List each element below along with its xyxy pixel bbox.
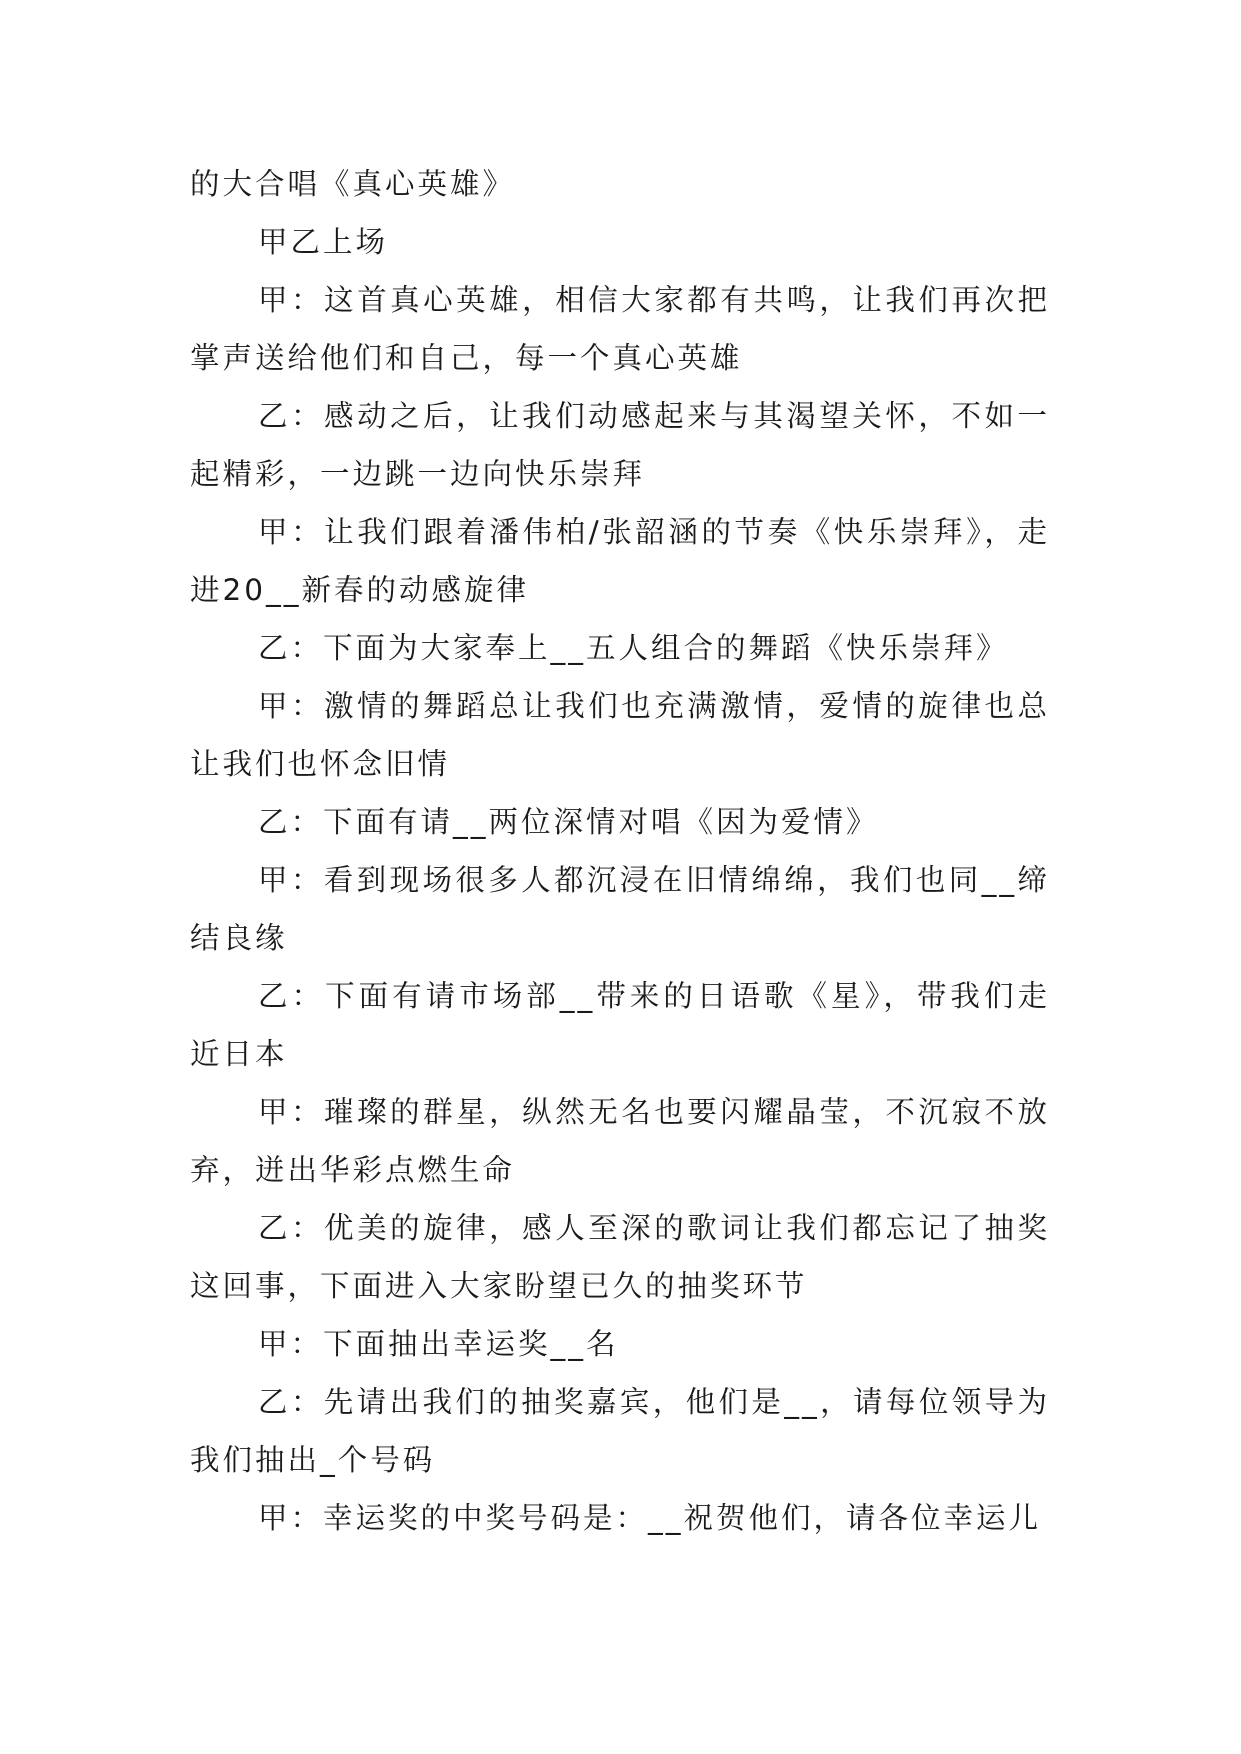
paragraph: 甲：让我们跟着潘伟柏/张韶涵的节奏《快乐崇拜》，走进20__新春的动感旋律 (190, 515, 1050, 607)
paragraph: 乙：感动之后，让我们动感起来与其渴望关怀，不如一起精彩，一边跳一边向快乐崇拜 (190, 399, 1050, 491)
paragraph: 乙：优美的旋律，感人至深的歌词让我们都忘记了抽奖这回事，下面进入大家盼望已久的抽奖环节 (190, 1211, 1050, 1303)
paragraph: 乙：下面为大家奉上__五人组合的舞蹈《快乐崇拜》 (258, 631, 1009, 665)
paragraph: 的大合唱《真心英雄》 (190, 167, 516, 201)
paragraph: 甲：幸运奖的中奖号码是：__祝贺他们，请各位幸运儿 (258, 1501, 1042, 1535)
paragraph: 甲：看到现场很多人都沉浸在旧情绵绵，我们也同__缔结良缘 (190, 863, 1050, 955)
paragraph: 甲：激情的舞蹈总让我们也充满激情，爱情的旋律也总让我们也怀念旧情 (190, 689, 1050, 781)
paragraph: 甲：璀璨的群星，纵然无名也要闪耀晶莹，不沉寂不放弃，迸出华彩点燃生命 (190, 1095, 1050, 1187)
document-body (190, 155, 1050, 1547)
paragraph: 乙：下面有请__两位深情对唱《因为爱情》 (258, 805, 879, 839)
paragraph: 甲乙上场 (258, 225, 389, 259)
paragraph: 甲：下面抽出幸运奖__名 (258, 1327, 619, 1361)
paragraph: 乙：先请出我们的抽奖嘉宾，他们是__，请每位领导为我们抽出_个号码 (190, 1385, 1050, 1477)
paragraph: 甲：这首真心英雄，相信大家都有共鸣，让我们再次把掌声送给他们和自己，每一个真心英雄 (190, 283, 1050, 375)
paragraph: 乙：下面有请市场部__带来的日语歌《星》，带我们走近日本 (190, 979, 1050, 1071)
